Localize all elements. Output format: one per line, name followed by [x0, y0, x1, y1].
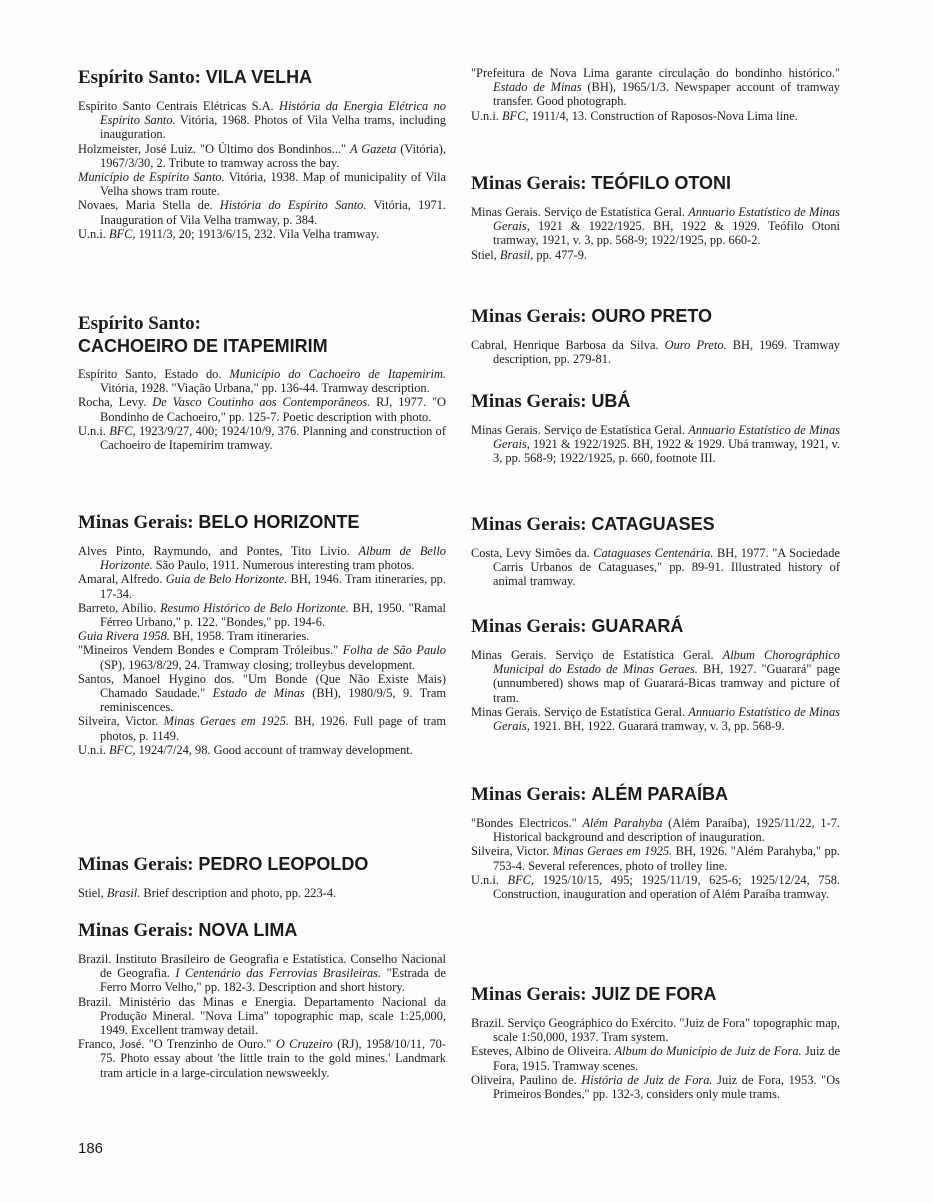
- entry-text: Stiel,: [471, 247, 500, 262]
- bibliography-entry: [78, 601, 446, 629]
- section-region: Espírito Santo:: [78, 313, 201, 334]
- entry-text: BH, 1977. "A Sociedade Carris Urbanos de Cataguases," pp. 89-91. Illustrated history of animal tramway.: [493, 546, 840, 589]
- section-region: Minas Gerais:: [471, 514, 587, 535]
- entry-title: Album de Bello Horizonte.: [100, 544, 447, 573]
- entry-title: Annuario Estatístico de Minas Gerais,: [493, 423, 840, 452]
- entry-text: BH, 1927. "Guarará" page (unnumbered) shows map of Guarará-Bicas tramway and picture of tram.: [493, 662, 840, 705]
- bibliography-section: [471, 513, 840, 589]
- bibliography-section: [78, 313, 446, 452]
- section-city: NOVA LIMA: [198, 920, 298, 940]
- page-number: 186: [78, 1140, 104, 1157]
- entry-text: U.n.i.: [78, 423, 110, 438]
- entry-text: Brief description and photo, pp. 223-4.: [140, 886, 337, 900]
- entry-text: Vitória, 1938. Map of municipality of Vila Velha shows tram route.: [100, 170, 447, 199]
- entry-title: Resumo Histórico de Belo Horizonte.: [160, 600, 349, 615]
- section-city: OURO PRETO: [591, 306, 713, 326]
- entry-title: I Centenário das Ferrovias Brasileiras.: [175, 966, 382, 981]
- section-city: CATAGUASES: [591, 514, 715, 534]
- bibliography-entry: [78, 629, 446, 643]
- bibliography-section: [78, 853, 446, 900]
- section-region: Minas Gerais:: [471, 391, 587, 412]
- bibliography-entry: [471, 248, 840, 262]
- entry-text: Rocha, Levy.: [78, 395, 153, 410]
- entry-title: BFC,: [507, 872, 535, 887]
- entry-text: U.n.i.: [471, 872, 508, 887]
- entry-title: Annuario Estatístico de Minas Gerais,: [493, 704, 840, 734]
- entry-text: pp. 477-9.: [533, 247, 588, 262]
- entry-title: BFC,: [108, 226, 136, 241]
- section-heading: [471, 783, 840, 806]
- entry-title: História da Energia Elétrica no Espírito Santo.: [100, 99, 446, 128]
- entry-text: Costa, Levy Simões da.: [471, 546, 594, 560]
- section-city: ALÉM PARAÍBA: [591, 784, 728, 804]
- bibliography-entry: [471, 66, 840, 109]
- bibliography-entry: [78, 142, 446, 170]
- entry-title: Album Chorográphico Municipal do Estado de Minas Geraes.: [493, 648, 840, 677]
- entry-text: Minas Gerais. Serviço de Estatística Geral.: [471, 648, 723, 662]
- bibliography-entry: [78, 367, 446, 395]
- entry-text: Novaes, Maria Stella de.: [78, 198, 220, 213]
- entry-title: Album do Município de Juiz de Fora.: [614, 1044, 802, 1059]
- entry-text: (RJ), 1958/10/11, 70-75. Photo essay about 'the little train to the gold mines.' Landmark tram article in a large-circulation newsweekly.: [100, 1037, 446, 1080]
- section-city: CACHOEIRO DE ITAPEMIRIM: [78, 336, 328, 356]
- section-heading: [471, 172, 840, 195]
- entry-text: 1911/4, 13. Construction of Raposos-Nova Lima line.: [528, 108, 798, 123]
- bibliography-entry: [471, 423, 840, 466]
- entry-text: Juiz de Fora, 1953. "Os Primeiros Bondes," pp. 132-3, considers only mule trams.: [493, 1072, 840, 1102]
- entry-title: Cataguases Centenária.: [593, 546, 714, 560]
- bibliography-entry: [78, 170, 446, 198]
- entry-text: BH, 1958. Tram itineraries.: [169, 629, 310, 644]
- section-heading: [471, 390, 840, 413]
- bibliography-entry: [78, 227, 446, 241]
- entry-text: Brazil. Ministério das Minas e Energia. Departamento Nacional da Produção Mineral. "Nova Lima" topographic map, scale 1:25,000, 1949. Excellent tramway detail.: [78, 994, 446, 1038]
- entry-text: "Bondes Electricos.": [471, 816, 583, 830]
- bibliography-entry: [471, 816, 840, 844]
- bibliography-entry: [78, 952, 446, 995]
- entry-title: Folha de São Paulo: [342, 643, 446, 658]
- bibliography-section: [471, 305, 840, 366]
- section-region: Espírito Santo:: [78, 67, 201, 88]
- entry-text: São Paulo, 1911. Numerous interesting tram photos.: [152, 558, 415, 573]
- bibliography-entry: [471, 1016, 840, 1044]
- section-heading: [471, 615, 840, 638]
- entry-title: Guia Rivera 1958.: [78, 629, 170, 644]
- entry-text: Amaral, Alfredo.: [78, 572, 166, 587]
- entry-text: Barreto, Abílio.: [78, 600, 161, 615]
- entry-text: 1925/10/15, 495; 1925/11/19, 625-6; 1925/12/24, 758. Construction, inauguration and operation of Além Paraíba tramway.: [493, 872, 840, 902]
- entry-text: BH, 1950. "Ramal Férreo Urbano," p. 122. "Bondes," pp. 194-6.: [100, 600, 446, 630]
- entry-text: Minas Gerais. Serviço de Estatística Geral.: [471, 205, 689, 219]
- entry-title: Annuario Estatístico de Minas Gerais,: [493, 205, 840, 234]
- section-city: GUARARÁ: [591, 616, 684, 636]
- section-region: Minas Gerais:: [471, 984, 587, 1005]
- bibliography-entry: [471, 205, 840, 248]
- section-region: Minas Gerais:: [471, 616, 587, 637]
- bibliography-entry: [78, 395, 446, 423]
- section-region: Minas Gerais:: [78, 920, 194, 941]
- entry-text: BH, 1969. Tramway description, pp. 279-81.: [493, 338, 840, 367]
- bibliography-entry: [471, 546, 840, 589]
- bibliography-entry: [471, 705, 840, 733]
- entry-text: Juiz de Fora, 1915. Tramway scenes.: [493, 1044, 840, 1073]
- entry-text: Vitória, 1928. "Viação Urbana," pp. 136-44. Tramway description.: [100, 381, 430, 396]
- entry-title: BFC,: [501, 108, 529, 123]
- bibliography-entry: [78, 544, 446, 572]
- entry-text: 1911/3, 20; 1913/6/15, 232. Vila Velha tramway.: [135, 226, 380, 241]
- entry-title: BFC,: [109, 423, 136, 438]
- section-city: VILA VELHA: [205, 67, 313, 87]
- bibliography-entry: [78, 643, 446, 671]
- bibliography-section: [471, 783, 840, 901]
- entry-text: 1924/7/24, 98. Good account of tramway development.: [135, 742, 413, 757]
- entry-text: Brazil. Serviço Geográphico do Exército. "Juiz de Fora" topographic map, scale 1:50,000, 1937. Tram system.: [471, 1016, 840, 1045]
- bibliography-entry: [471, 1073, 840, 1101]
- entry-title: Brasil.: [106, 886, 141, 900]
- entry-text: Franco, José. "O Trenzinho de Ouro.": [78, 1037, 276, 1052]
- entry-text: RJ, 1977. "O Bondinho de Cachoeiro," pp. 125-7. Poetic description with photo.: [100, 395, 446, 424]
- bibliography-entry: [471, 109, 840, 123]
- bibliography-entry: [78, 995, 446, 1038]
- bibliography-section: [471, 983, 840, 1101]
- bibliography-entry: [471, 873, 840, 901]
- entry-text: (Além Paraíba), 1925/11/22, 1-7. Historical background and description of inauguration.: [493, 816, 840, 845]
- entry-text: Santos, Manoel Hygino dos. "Um Bonde (Que Não Existe Mais) Chamado Saudade.": [78, 671, 446, 701]
- entry-text: U.n.i.: [78, 226, 109, 241]
- entry-title: Estado de Minas: [212, 686, 305, 701]
- entry-text: Vitória, 1971. Inauguration of Vila Velha tramway, p. 384.: [100, 198, 447, 227]
- entry-text: Minas Gerais. Serviço de Estatística Geral.: [471, 423, 689, 437]
- entry-text: 1921. BH, 1922. Guarará tramway, v. 3, pp. 568-9.: [529, 719, 785, 734]
- bibliography-section: [471, 390, 840, 466]
- entry-title: Brasil,: [499, 247, 534, 262]
- section-region: Minas Gerais:: [471, 306, 587, 327]
- entry-text: (SP), 1963/8/29, 24. Tramway closing; trolleybus development.: [100, 657, 416, 672]
- entry-title: Guia de Belo Horizonte.: [165, 572, 288, 587]
- section-city: BELO HORIZONTE: [198, 512, 360, 532]
- bibliography-entry: [78, 99, 446, 142]
- entry-text: Alves Pinto, Raymundo, and Pontes, Tito Livio.: [78, 544, 359, 558]
- entry-text: Silveira, Victor.: [471, 844, 553, 859]
- entry-text: Minas Gerais. Serviço de Estatística Geral.: [471, 704, 689, 719]
- entry-title: O Cruzeiro: [275, 1037, 333, 1052]
- entry-text: Espírito Santo, Estado do.: [78, 367, 230, 381]
- entry-text: U.n.i.: [471, 108, 502, 123]
- section-heading: [78, 511, 446, 534]
- entry-title: Município de Espírito Santo.: [78, 170, 225, 185]
- entry-text: "Mineiros Vendem Bondes e Compram Tróleibus.": [78, 643, 343, 658]
- entry-text: Oliveira, Paulino de.: [471, 1072, 582, 1087]
- bibliography-entry: [471, 648, 840, 705]
- entry-text: Cabral, Henrique Barbosa da Silva.: [471, 338, 665, 352]
- entry-text: (BH), 1980/9/5, 9. Tram reminiscences.: [100, 686, 446, 715]
- entry-text: Holzmeister, José Luiz. "O Último dos Bondinhos...": [78, 141, 351, 156]
- entry-title: Minas Geraes em 1925.: [163, 714, 289, 729]
- entry-text: Brazil. Instituto Brasileiro de Geografia e Estatística. Conselho Nacional de Geografia.: [78, 952, 446, 981]
- entry-text: BH, 1946. Tram itineraries, pp. 17-34.: [100, 572, 446, 601]
- entry-text: Espírito Santo Centrais Elétricas S.A.: [78, 99, 280, 113]
- bibliography-entry: [471, 1044, 840, 1072]
- entry-title: A Gazeta: [350, 141, 397, 156]
- bibliography-section: [471, 172, 840, 262]
- bibliography-section: [78, 511, 446, 757]
- bibliography-section: [78, 66, 446, 241]
- entry-text: BH, 1926. Full page of tram photos, p. 1149.: [100, 714, 446, 743]
- entry-text: 1921 & 1922/1925. BH, 1922 & 1929. Ubá tramway, 1921, v. 3, pp. 568-9; 1922/1925, p. 660, footnote III.: [493, 437, 840, 466]
- entry-title: Estado de Minas: [493, 80, 582, 95]
- entry-text: (BH), 1965/1/3. Newspaper account of tramway transfer. Good photograph.: [493, 80, 840, 109]
- section-city: JUIZ DE FORA: [591, 984, 717, 1004]
- entry-title: Ouro Preto.: [664, 338, 727, 352]
- section-heading: [471, 305, 840, 328]
- section-region: Minas Gerais:: [78, 512, 194, 533]
- entry-title: BFC,: [108, 742, 136, 757]
- bibliography-entry: [78, 1037, 446, 1080]
- entry-title: Minas Geraes em 1925.: [552, 844, 673, 859]
- entry-title: De Vasco Coutinho aos Contemporâneos.: [152, 395, 371, 410]
- bibliography-entry: [78, 424, 446, 452]
- section-heading: [471, 513, 840, 536]
- bibliography-entry: [471, 338, 840, 366]
- entry-text: BH, 1926. "Além Parahyba," pp. 753-4. Several references, photo of trolley line.: [493, 844, 840, 873]
- entry-text: 1923/9/27, 400; 1924/10/9, 376. Planning and construction of Cachoeiro de Itapemirim tramway.: [100, 423, 446, 453]
- section-heading: [78, 919, 446, 942]
- bibliography-section: [471, 615, 840, 733]
- section-region: Minas Gerais:: [471, 173, 587, 194]
- entry-title: História do Espírito Santo.: [219, 198, 367, 213]
- entry-text: U.n.i.: [78, 742, 109, 757]
- entry-text: "Estrada de Ferro Morro Velho," pp. 182-3. Description and short history.: [100, 966, 447, 995]
- section-heading: [78, 313, 446, 357]
- entry-text: Silveira, Victor.: [78, 714, 164, 729]
- bibliography-section: [471, 66, 840, 123]
- entry-title: Município do Cachoeiro de Itapemirim.: [229, 367, 446, 381]
- entry-text: Esteves, Albino de Oliveira.: [471, 1044, 615, 1059]
- bibliography-entry: [471, 844, 840, 872]
- section-heading: [78, 66, 446, 89]
- entry-title: Além Parahyba: [582, 816, 663, 830]
- section-city: PEDRO LEOPOLDO: [198, 854, 369, 874]
- entry-text: "Prefeitura de Nova Lima garante circulação do bondinho histórico.": [471, 66, 840, 80]
- bibliography-entry: [78, 672, 446, 715]
- bibliography-entry: [78, 572, 446, 600]
- entry-text: Stiel,: [78, 886, 107, 900]
- entry-title: História de Juiz de Fora.: [581, 1072, 713, 1087]
- bibliography-entry: [78, 743, 446, 757]
- entry-text: Vitória, 1968. Photos of Vila Velha trams, including inauguration.: [100, 113, 446, 142]
- bibliography-section: [78, 919, 446, 1080]
- section-heading: [78, 853, 446, 876]
- section-city: TEÓFILO OTONI: [591, 173, 731, 193]
- entry-text: 1921 & 1922/1925. BH, 1922 & 1929. Teófilo Otoni tramway, 1921, v. 3, pp. 568-9; 1922/1925, pp. 660-2.: [493, 219, 840, 248]
- section-region: Minas Gerais:: [471, 784, 587, 805]
- section-heading: [471, 983, 840, 1006]
- section-city: UBÁ: [591, 391, 631, 411]
- entry-text: (Vitória), 1967/3/30, 2. Tribute to tramway across the bay.: [100, 141, 446, 170]
- bibliography-entry: [78, 714, 446, 742]
- bibliography-entry: [78, 886, 446, 900]
- section-region: Minas Gerais:: [78, 854, 194, 875]
- bibliography-entry: [78, 198, 446, 226]
